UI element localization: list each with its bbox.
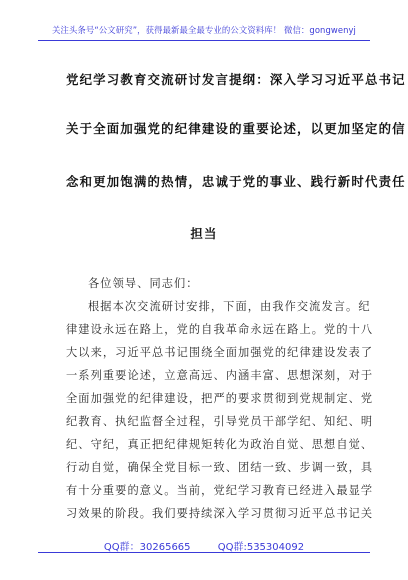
title-line-2: 关于全面加强党的纪律建设的重要论述，以更加坚定的信 — [66, 121, 406, 136]
body-line: 根据本次交流研讨安排，下面，由我作交流发言。纪 — [88, 300, 371, 313]
title-line-1: 党纪学习教育交流研讨发言提纲：深入学习习近平总书记 — [66, 72, 406, 87]
footer-qq-group-1[interactable]: QQ群：30265665 — [103, 542, 191, 553]
body-line: 纪教育、执纪监督全过程，引导党员干部学纪、知纪、明 — [66, 415, 374, 428]
promo-banner[interactable]: 关注头条号“公文研究”，获得最新最全最专业的公文资料库！ 微信：gongwenyj — [52, 25, 356, 35]
title-line-4: 担当 — [190, 226, 218, 241]
body-line: 行动自觉，确保全党目标一致、团结一致、步调一致，具 — [66, 461, 374, 474]
salutation: 各位领导、同志们： — [88, 277, 199, 290]
footer-qq-group-2[interactable]: QQ群:535304092 — [217, 542, 305, 553]
body-line: 全面加强党的纪律建设，把严的要求贯彻到党规制定、党 — [66, 392, 374, 405]
body-line: 习效果的阶段。我们要持续深入学习贯彻习近平总书记关 — [66, 507, 374, 520]
body-line: 有十分重要的意义。当前，党纪学习教育已经进入最显学 — [66, 484, 374, 497]
footer-underline — [38, 552, 370, 553]
title-line-3: 念和更加饱满的热情，忠诚于党的事业、践行新时代责任 — [66, 174, 406, 189]
body-line: 大以来，习近平总书记围绕全面加强党的纪律建设发表了 — [66, 346, 374, 359]
body-line: 纪、守纪，真正把纪律规矩转化为政治自觉、思想自觉、 — [66, 438, 374, 451]
body-line: 律建设永远在路上，党的自我革命永远在路上。党的十八 — [66, 323, 374, 336]
promo-underline — [38, 40, 370, 41]
body-line: 一系列重要论述，立意高远、内涵丰富、思想深刻，对于 — [66, 369, 374, 382]
footer-contacts — [0, 538, 408, 553]
